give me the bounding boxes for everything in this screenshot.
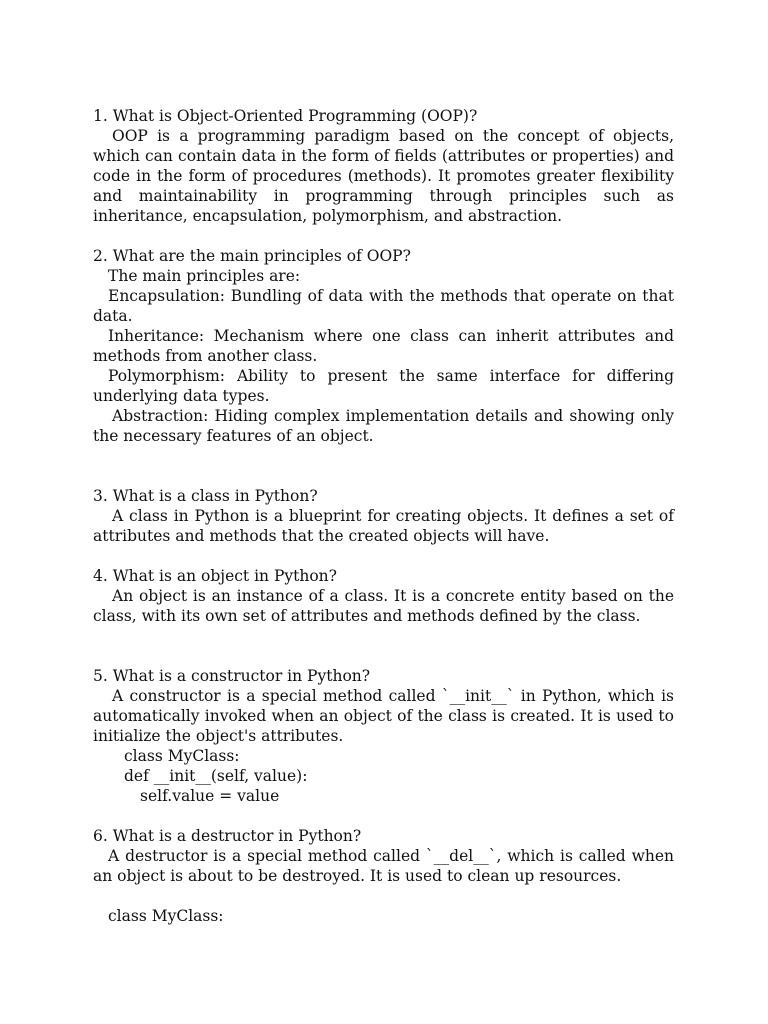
- spacer: [93, 806, 674, 826]
- principle-inheritance: Inheritance: Mechanism where one class can inherit attributes and methods from another class.: [93, 327, 674, 365]
- spacer: [93, 446, 674, 486]
- code-line: class MyClass:: [124, 747, 240, 765]
- question-6-heading: 6. What is a destructor in Python?: [93, 827, 362, 845]
- question-2-heading: 2. What are the main principles of OOP?: [93, 247, 411, 265]
- code-line: class MyClass:: [108, 907, 224, 925]
- code-line: def __init__(self, value):: [124, 767, 308, 785]
- question-1-heading: 1. What is Object-Oriented Programming (OOP)?: [93, 107, 478, 125]
- question-4-heading: 4. What is an object in Python?: [93, 567, 337, 585]
- spacer: [93, 226, 674, 246]
- principle-polymorphism: Polymorphism: Ability to present the same interface for differing underlying data types.: [93, 367, 674, 405]
- question-5-heading: 5. What is a constructor in Python?: [93, 667, 371, 685]
- principle-encapsulation: Encapsulation: Bundling of data with the methods that operate on that data.: [93, 287, 674, 325]
- spacer: [93, 886, 674, 906]
- question-3-answer: A class in Python is a blueprint for creating objects. It defines a set of attributes and methods that the created objects will have.: [93, 507, 674, 545]
- question-6-answer: A destructor is a special method called `__del__`, which is called when an object is about to be destroyed. It is used to clean up resources.: [93, 847, 674, 885]
- question-5-answer: A constructor is a special method called `__init__` in Python, which is automatically invoked when an object of the class is created. It is used to initialize the object's attributes.: [93, 687, 674, 745]
- question-2-intro: The main principles are:: [108, 267, 301, 285]
- document-content: [93, 106, 674, 926]
- spacer: [93, 546, 674, 566]
- spacer: [93, 626, 674, 666]
- principle-abstraction: Abstraction: Hiding complex implementation details and showing only the necessary features of an object.: [93, 407, 674, 445]
- question-3-heading: 3. What is a class in Python?: [93, 487, 318, 505]
- question-1-answer: OOP is a programming paradigm based on the concept of objects, which can contain data in the form of fields (attributes or properties) and code in the form of procedures (methods). It promotes greater flexibility and maintainability in programming through principles such as inheritance, encapsulation, polymorphism, and abstraction.: [93, 127, 674, 225]
- code-line: self.value = value: [140, 787, 280, 805]
- question-4-answer: An object is an instance of a class. It is a concrete entity based on the class, with its own set of attributes and methods defined by the class.: [93, 587, 674, 625]
